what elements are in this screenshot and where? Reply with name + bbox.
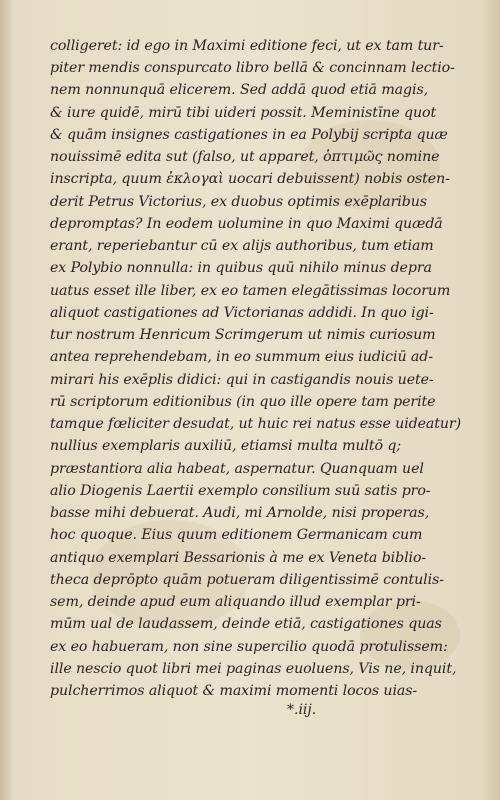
text-line: alio Diogenis Laertii exemplo consilium suū satis pro-: [50, 483, 431, 499]
text-line: tamque fœliciter desudat, ut huic rei natus esse uideatur): [50, 416, 462, 432]
text-line: rū scriptorum editionibus (in quo ille opere tam perite: [50, 394, 436, 410]
text-line: mūm ual de laudassem, deinde etiā, castigationes quas: [50, 616, 442, 632]
text-line: erant, reperiebantur cū ex alijs authoribus, tum etiam: [50, 238, 434, 254]
text-line: piter mendis conspurcato libro bellā & concinnam lectio-: [50, 60, 455, 76]
signature-mark: *.iij.: [287, 702, 317, 718]
text-line: ille nescio quot libri mei paginas euoluens, Vis ne, inquit,: [50, 661, 457, 677]
text-line: depromptas? In eodem uolumine in quo Maximi quædā: [50, 216, 443, 232]
text-line: theca deprōpto quām potueram diligentissimē contulis-: [50, 572, 444, 588]
text-line: mirari his exēplis didici: qui in castigandis nouis uete-: [50, 372, 434, 388]
text-line: uatus esset ille liber, ex eo tamen elegātissimas locorum: [50, 283, 451, 299]
text-line: sem, deinde apud eum aliquando illud exemplar pri-: [50, 594, 421, 610]
text-line: colligeret: id ego in Maximi editione feci, ut ex tam tur-: [50, 38, 444, 54]
text-line: ex eo habueram, non sine supercilio quodā protulissem:: [50, 639, 448, 655]
text-line: aliquot castigationes ad Victorianas addidi. In quo igi-: [50, 305, 434, 321]
text-line: nem nonnunquā elicerem. Sed addā quod etiā magis,: [50, 82, 429, 98]
text-line: antiquo exemplari Bessarionis à me ex Veneta biblio-: [50, 550, 427, 566]
text-line: derit Petrus Victorius, ex duobus optimis exēplaribus: [50, 194, 427, 210]
text-line: tur nostrum Henricum Scrimgerum ut nimis curiosum: [50, 327, 436, 343]
text-line: pulcherrimos aliquot & maximi momenti locos uias-: [50, 683, 418, 699]
text-line: nouissimē edita sut (falso, ut apparet, ὁπτιμῶς nomine: [50, 149, 440, 165]
text-line: & iure quidē, mirū tibi uideri possit. Meministīne quot: [50, 105, 437, 121]
text-line: antea reprehendebam, in eo summum eius iudiciū ad-: [50, 349, 433, 365]
text-line: ex Polybio nonnulla: in quibus quū nihilo minus depra: [50, 260, 432, 276]
text-line: inscripta, quum ἐκλογαὶ uocari debuissent) nobis osten-: [50, 171, 450, 187]
text-line: hoc quoque. Eius quum editionem Germanicam cum: [50, 527, 423, 543]
text-line: nullius exemplaris auxiliū, etiamsi multa multō q;: [50, 438, 402, 454]
text-line: & quām insignes castigationes in ea Polybij scripta quæ: [50, 127, 448, 143]
text-line: præstantiora alia habeat, aspernatur. Quanquam uel: [50, 461, 424, 477]
text-line: basse mihi debuerat. Audi, mi Arnolde, nisi properas,: [50, 505, 430, 521]
